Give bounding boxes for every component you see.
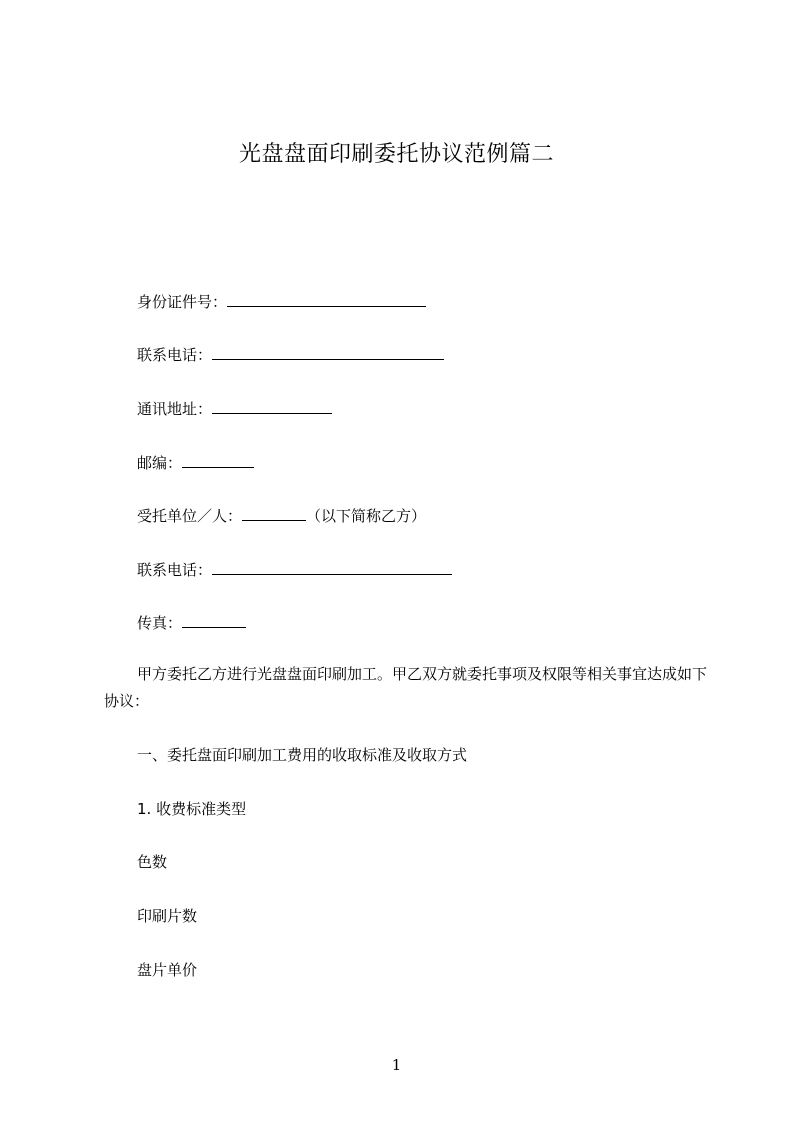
id-number-line [137,292,426,312]
trustee-line [137,506,426,526]
trustee-blank [242,506,306,521]
trustee-label: 受托单位／人： [137,507,243,525]
section-1-heading: 一、委托盘面印刷加工费用的收取标准及收取方式 [137,746,468,764]
fax-line [137,613,246,633]
fax-blank [182,613,246,628]
postcode-line [137,453,254,473]
fax-label: 传真： [137,614,183,632]
intro-paragraph: 甲方委托乙方进行光盘盘面印刷加工。甲乙双方就委托事项及权限等相关事宜达成如下协议： [104,665,708,710]
document-title: 光盘盘面印刷委托协议范例篇二 [238,142,554,167]
phone-line-2 [137,560,452,580]
phone-blank-1 [212,345,444,360]
phone-blank-2 [212,560,452,575]
id-number-blank [227,292,426,307]
address-label: 通讯地址： [137,400,213,418]
postcode-blank [182,453,254,468]
list-item-print-quantity: 印刷片数 [137,907,198,925]
address-line [137,399,332,419]
address-blank [212,399,332,414]
phone-label-1: 联系电话： [137,346,213,364]
list-item-color-count: 色数 [137,853,168,871]
postcode-label: 邮编： [137,454,183,472]
list-item-disc-unit-price: 盘片单价 [137,961,198,979]
id-number-label: 身份证件号： [137,293,228,311]
trustee-suffix: （以下简称乙方） [306,507,427,525]
item-1-heading: 1. 收费标准类型 [137,800,247,818]
phone-label-2: 联系电话： [137,561,213,579]
page-number: 1 [391,1056,402,1074]
phone-line-1 [137,345,444,365]
